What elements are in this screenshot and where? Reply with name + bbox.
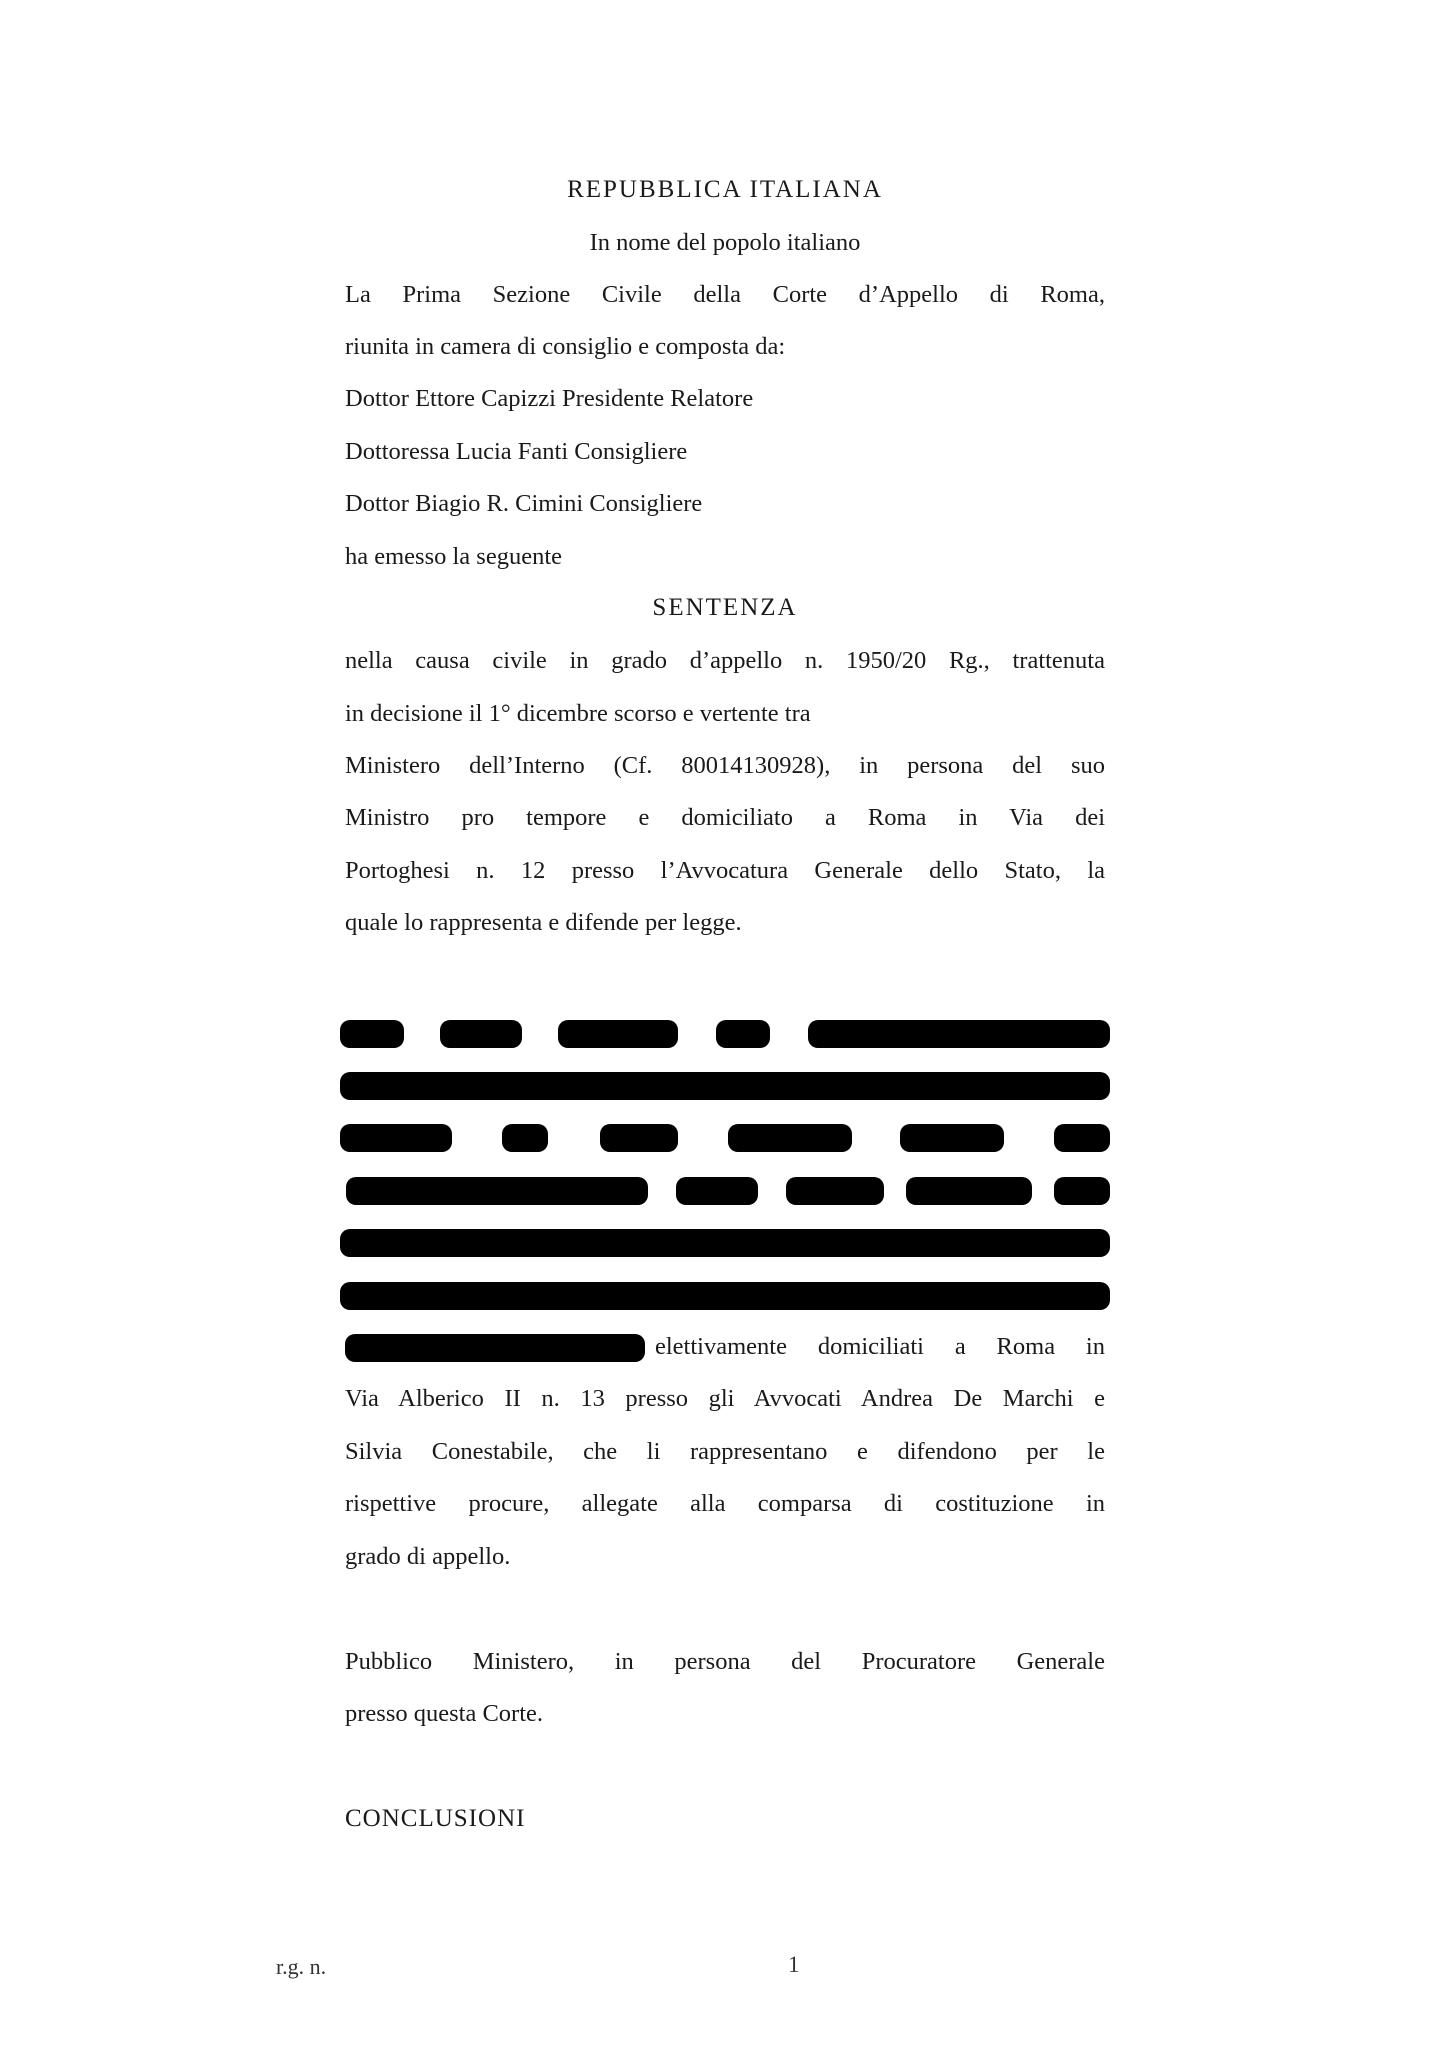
court-line-3: Dottor Ettore Capizzi Presidente Relatore (345, 385, 754, 412)
redaction-bar (1054, 1177, 1110, 1205)
redaction-bar (502, 1124, 548, 1152)
court-line-1: La Prima Sezione Civile della Corte d’Appello di Roma, (345, 281, 1105, 308)
redaction-row-4 (338, 1177, 1110, 1205)
case-line-2: in decisione il 1° dicembre scorso e vertente tra (345, 700, 811, 727)
case-line-6: quale lo rappresenta e difende per legge. (345, 909, 742, 936)
redaction-bar (340, 1282, 1110, 1310)
document-title: REPUBBLICA ITALIANA (567, 176, 883, 203)
court-line-6: ha emesso la seguente (345, 543, 563, 570)
redaction-row-5 (338, 1229, 1110, 1257)
footer-rg-label: r.g. n. (276, 1954, 327, 1979)
conclusioni-heading: CONCLUSIONI (345, 1805, 526, 1832)
redaction-bar (786, 1177, 884, 1205)
redaction-row-1 (338, 1020, 1110, 1048)
court-line-4: Dottoressa Lucia Fanti Consigliere (345, 438, 688, 465)
pm-line-1: Pubblico Ministero, in persona del Procuratore Generale (345, 1648, 1105, 1675)
sentenza-heading: SENTENZA (652, 594, 798, 621)
redaction-bar (676, 1177, 758, 1205)
redaction-bar (345, 1334, 645, 1362)
case-line-4: Ministro pro tempore e domiciliato a Roma in Via dei (345, 804, 1105, 831)
redaction-bar (340, 1229, 1110, 1257)
appellees-line-1: elettivamente domiciliati a Roma in (655, 1333, 1105, 1360)
redaction-bar (600, 1124, 678, 1152)
redaction-bar (1054, 1124, 1110, 1152)
redaction-bar (808, 1020, 1110, 1048)
redaction-row-7 (345, 1334, 647, 1362)
redaction-row-2 (338, 1072, 1110, 1100)
redaction-bar (346, 1177, 648, 1205)
redaction-bar (558, 1020, 678, 1048)
case-line-5: Portoghesi n. 12 presso l’Avvocatura Generale dello Stato, la (345, 857, 1105, 884)
page-number: 1 (788, 1952, 800, 1977)
court-line-2: riunita in camera di consiglio e composta da: (345, 333, 786, 360)
redaction-bar (716, 1020, 770, 1048)
redaction-bar (340, 1072, 1110, 1100)
redaction-bar (440, 1020, 522, 1048)
redaction-row-6 (338, 1282, 1110, 1310)
case-line-3: Ministero dell’Interno (Cf. 80014130928), in persona del suo (345, 752, 1105, 779)
redaction-bar (340, 1124, 452, 1152)
appellees-line-5: grado di appello. (345, 1543, 511, 1570)
appellees-line-4: rispettive procure, allegate alla comparsa di costituzione in (345, 1490, 1105, 1517)
redaction-bar (906, 1177, 1032, 1205)
court-line-5: Dottor Biagio R. Cimini Consigliere (345, 490, 703, 517)
redaction-bar (728, 1124, 852, 1152)
redaction-row-3 (338, 1124, 1110, 1152)
pm-line-2: presso questa Corte. (345, 1700, 543, 1727)
case-line-1: nella causa civile in grado d’appello n. 1950/20 Rg., trattenuta (345, 647, 1105, 674)
redaction-bar (340, 1020, 404, 1048)
appellees-line-2: Via Alberico II n. 13 presso gli Avvocati Andrea De Marchi e (345, 1385, 1105, 1412)
redaction-bar (900, 1124, 1004, 1152)
document-subtitle: In nome del popolo italiano (589, 229, 861, 256)
appellees-line-3: Silvia Conestabile, che li rappresentano e difendono per le (345, 1438, 1105, 1465)
